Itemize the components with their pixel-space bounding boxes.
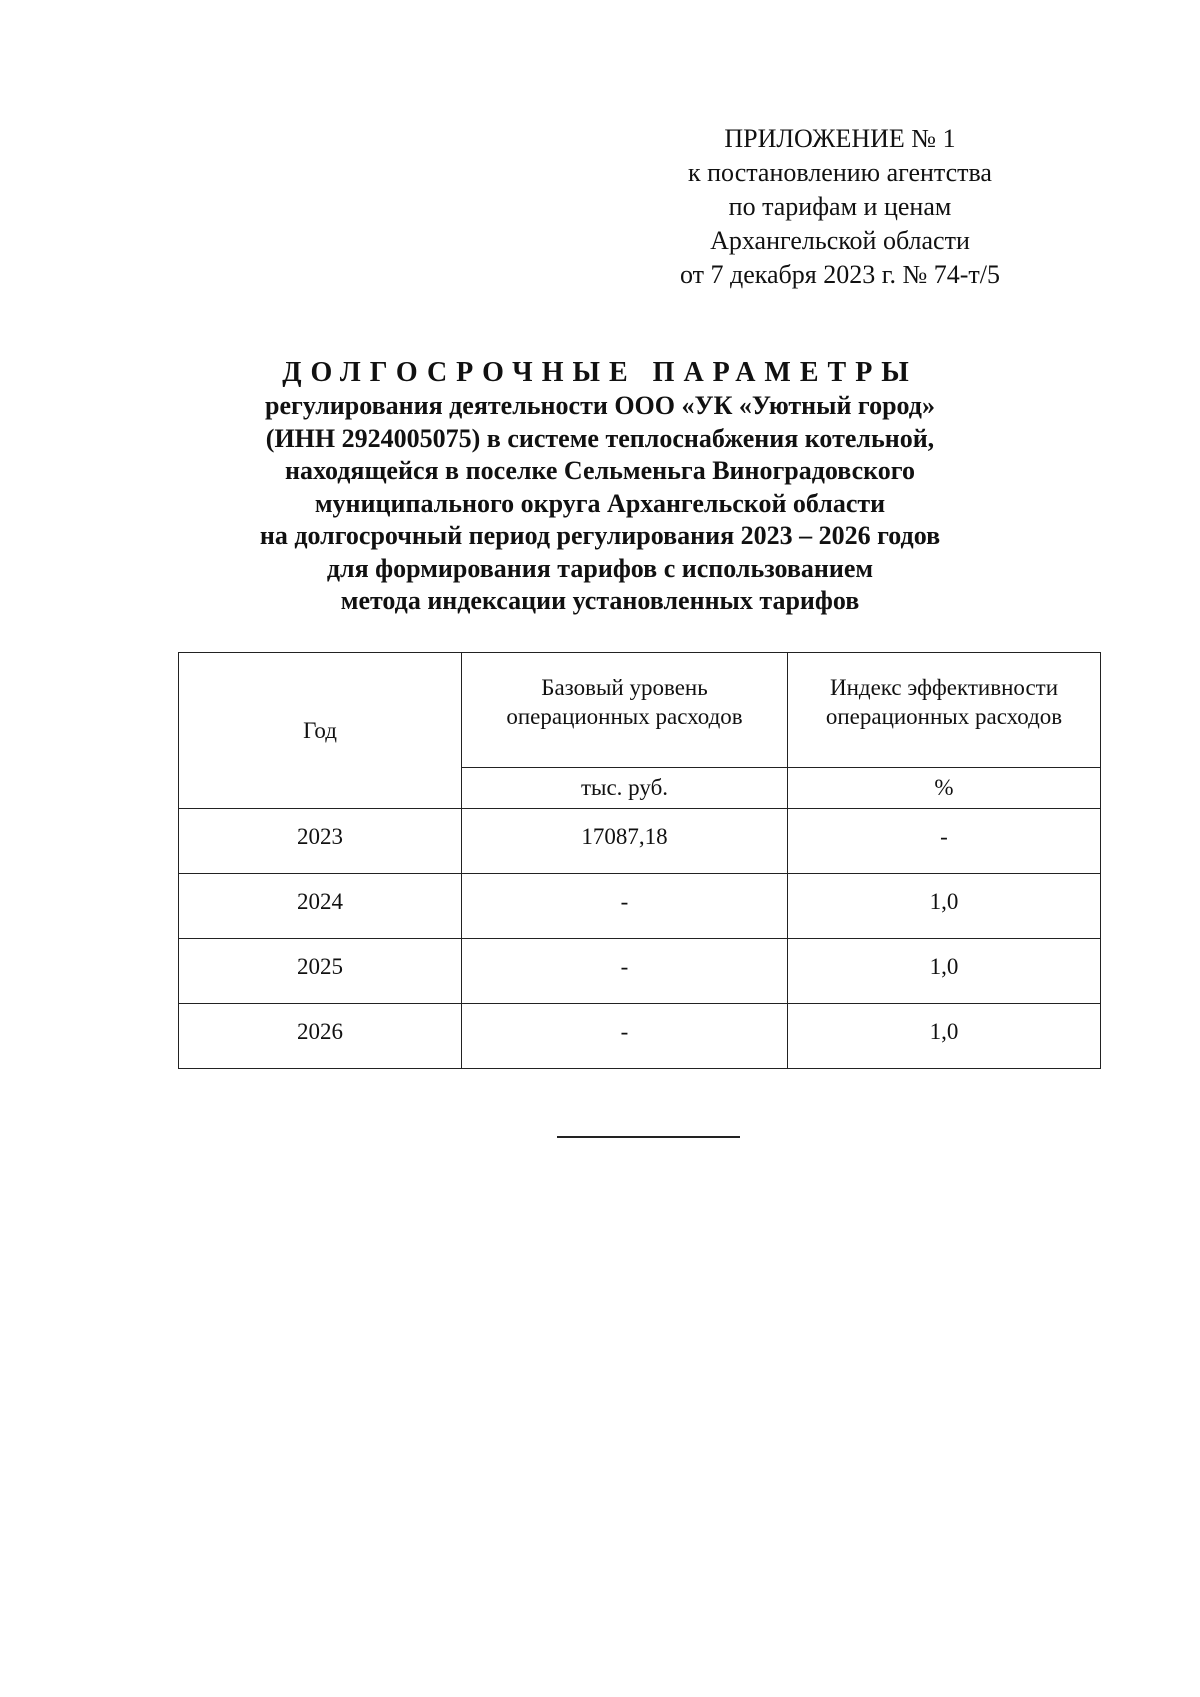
cell-base-level: 17087,18 bbox=[462, 809, 788, 874]
appendix-date-number: от 7 декабря 2023 г. № 74-т/5 bbox=[679, 260, 1001, 289]
unit-base-level: тыс. руб. bbox=[462, 768, 788, 809]
table-row bbox=[179, 809, 1101, 874]
title-line: метода индексации установленных тарифов bbox=[340, 586, 860, 615]
title-line: муниципального округа Архангельской области bbox=[314, 488, 886, 518]
header-efficiency-index bbox=[788, 653, 1101, 768]
cell-efficiency-index: 1,0 bbox=[788, 1004, 1101, 1069]
document-title bbox=[150, 356, 1050, 618]
title-line: находящейся в поселке Сельменьга Виноградовского bbox=[285, 456, 915, 485]
cell-year: 2024 bbox=[179, 874, 462, 939]
appendix-line: Архангельской области bbox=[710, 226, 970, 255]
cell-base-level: - bbox=[462, 1004, 788, 1069]
cell-base-level: - bbox=[462, 939, 788, 1004]
header-efficiency-index-label: Индекс эффективности операционных расходов bbox=[825, 675, 1063, 729]
table-row bbox=[179, 1004, 1101, 1069]
cell-base-level: - bbox=[462, 874, 788, 939]
appendix-line: по тарифам и ценам bbox=[728, 192, 952, 221]
header-year-label: Год bbox=[303, 718, 337, 743]
cell-efficiency-index: 1,0 bbox=[788, 874, 1101, 939]
header-base-level-label: Базовый уровень операционных расходов bbox=[506, 675, 743, 729]
table-row bbox=[179, 874, 1101, 939]
appendix-line: к постановлению агентства bbox=[688, 158, 992, 187]
title-line: на долгосрочный период регулирования 2023 – 2026 годов bbox=[259, 521, 941, 550]
parameters-table bbox=[178, 652, 1101, 1069]
appendix-block bbox=[640, 122, 1040, 292]
table-header-row bbox=[179, 653, 1101, 768]
cell-year: 2026 bbox=[179, 1004, 462, 1069]
title-line: (ИНН 2924005075) в системе теплоснабжения котельной, bbox=[265, 423, 935, 453]
appendix-title: ПРИЛОЖЕНИЕ № 1 bbox=[724, 124, 956, 153]
cell-year: 2025 bbox=[179, 939, 462, 1004]
table-row bbox=[179, 939, 1101, 1004]
title-heading: ДОЛГОСРОЧНЫЕ ПАРАМЕТРЫ bbox=[282, 357, 918, 388]
cell-efficiency-index: - bbox=[788, 809, 1101, 874]
unit-efficiency-index: % bbox=[788, 768, 1101, 809]
header-year bbox=[179, 653, 462, 809]
header-base-level bbox=[462, 653, 788, 768]
title-line: регулирования деятельности ООО «УК «Уютный город» bbox=[265, 391, 935, 420]
end-divider bbox=[557, 1136, 740, 1138]
cell-year: 2023 bbox=[179, 809, 462, 874]
title-line: для формирования тарифов с использованием bbox=[326, 553, 874, 583]
cell-efficiency-index: 1,0 bbox=[788, 939, 1101, 1004]
